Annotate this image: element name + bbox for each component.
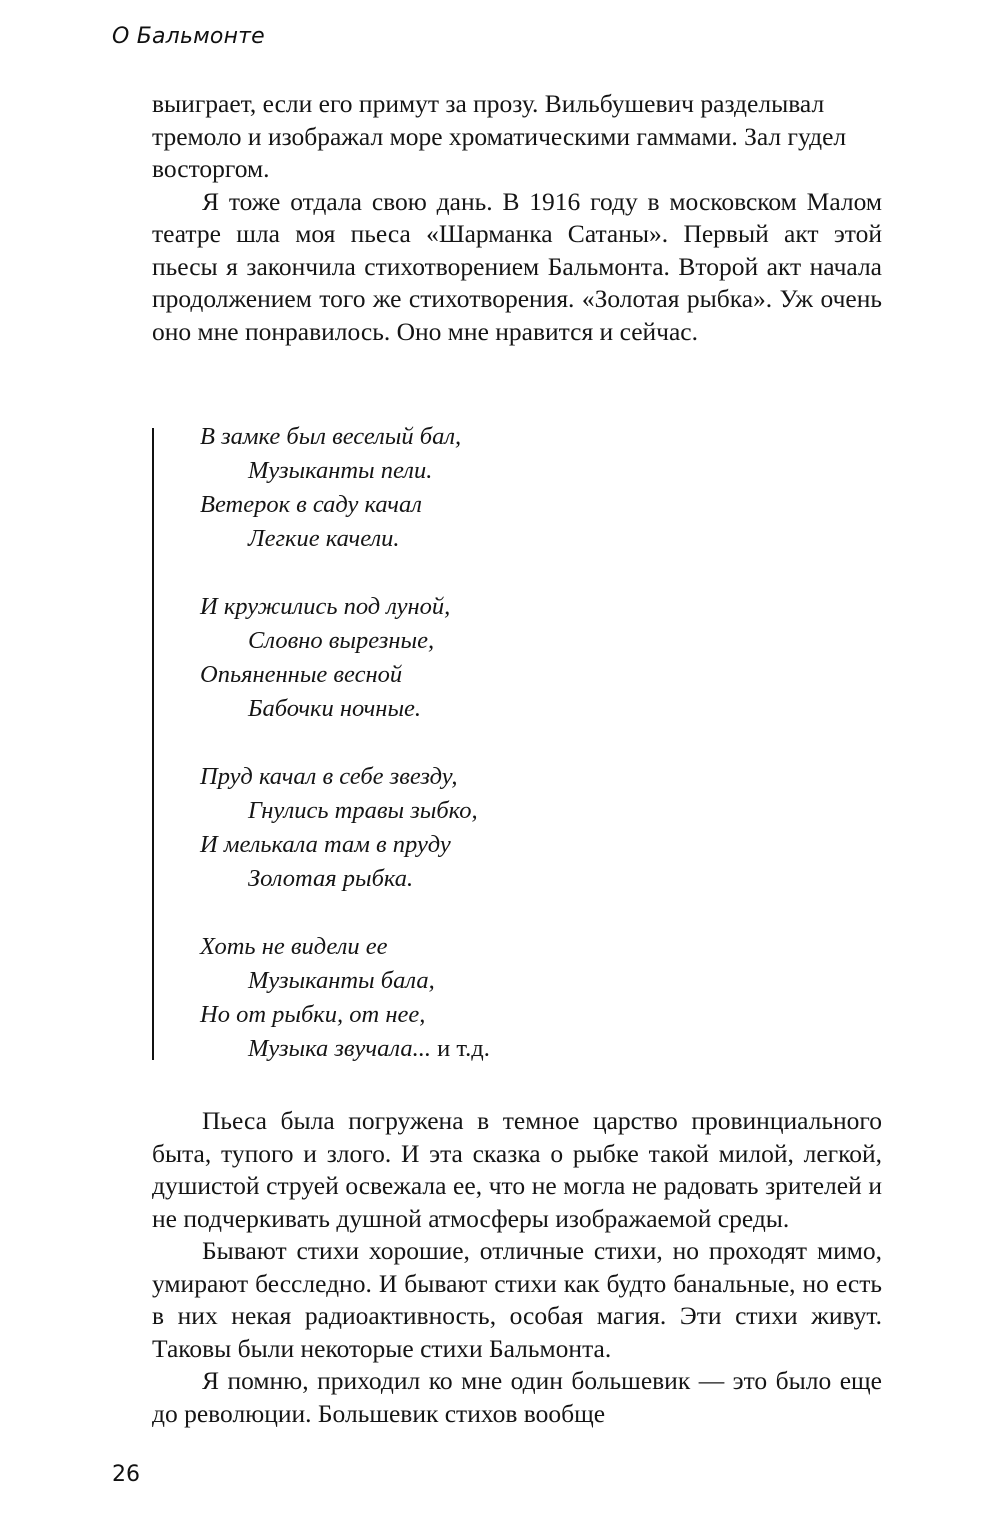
poem-line: И кружились под луной, [200, 593, 451, 620]
poem-stanza [200, 590, 490, 726]
paragraph: Бывают стихи хорошие, отличные стихи, но проходят мимо, умирают бесследно. И бывают стихи как будто банальные, но есть в них некая радиоактивность, особая магия. Эти стихи живут. Таковы были некоторые стихи Бальмонта. [152, 1236, 882, 1363]
poem-line: Музыканты бала, [248, 967, 435, 994]
paragraph: Пьеса была погружена в темное царство провинциального быта, тупого и злого. И эта сказка о рыбке такой милой, легкой, душистой струей освежала ее, что не могла не радовать зрителей и не подчеркивать душной атмосферы изображаемой среды. [152, 1106, 882, 1233]
poem-line: Ветерок в саду качал [200, 491, 422, 518]
poem-line-text: Музыка звучала... [248, 1035, 431, 1062]
paragraph: выиграет, если его примут за прозу. Вильбушевич разделывал тремоло и изображал море хроматическими гаммами. Зал гудел восторгом. [152, 89, 847, 183]
body-text-bottom [152, 1105, 882, 1430]
poem-stanza [200, 930, 490, 1066]
page-number: 26 [112, 1462, 140, 1487]
paragraph: Я тоже отдала свою дань. В 1916 году в московском Малом театре шла моя пьеса «Шарманка Сатаны». Первый акт этой пьесы я закончила стихотворением Бальмонта. Второй акт начала продолжением того же стихотворения. «Золотая рыбка». Уж очень оно мне понравилось. Оно мне нравится и сейчас. [152, 186, 882, 346]
poem-line: И мелькала там в пруду [200, 831, 451, 858]
paragraph: Я помню, приходил ко мне один большевик — это было еще до революции. Большевик стихов вообще [152, 1366, 882, 1428]
poem-line: Золотая рыбка. [248, 865, 414, 892]
poem-line: Легкие качели. [248, 525, 400, 552]
body-text-top [152, 88, 882, 348]
poem-line: Пруд качал в себе звезду, [200, 763, 458, 790]
poem-stanza [200, 420, 490, 556]
poem-line: Словно вырезные, [248, 627, 435, 654]
poem-line: Но от рыбки, от нее, [200, 1001, 426, 1028]
poem-line: Хоть не видели ее [200, 933, 388, 960]
poem-stanza [200, 760, 490, 896]
poem-line: Опьяненные весной [200, 661, 403, 688]
poem-line: Бабочки ночные. [248, 695, 422, 722]
poem-line [200, 1032, 490, 1066]
poem-trailing-note: и т.д. [437, 1035, 490, 1062]
poem-golden-fish [200, 420, 490, 1066]
poem-line: Гнулись травы зыбко, [248, 797, 478, 824]
poem-margin-rule [152, 428, 154, 1060]
running-head-title: О Бальмонте [112, 24, 265, 49]
poem-line: Музыканты пели. [248, 457, 433, 484]
poem-line: В замке был веселый бал, [200, 423, 462, 450]
